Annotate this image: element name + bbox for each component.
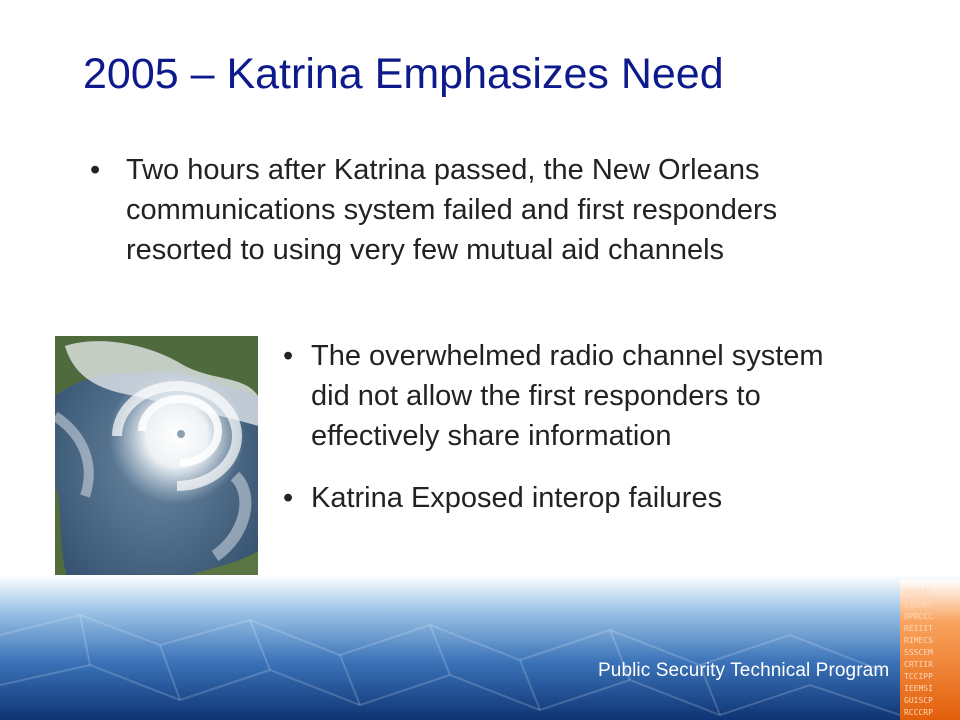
pattern-row: TCCIPP <box>904 672 933 681</box>
bullet-dot: • <box>283 482 294 514</box>
bullet-text: Two hours after Katrina passed, the New Orleans communications system failed and first responders resorted to using very few mutual aid channels <box>126 154 778 266</box>
pattern-row: SIEMEP <box>904 600 933 609</box>
bullet-dot: • <box>283 340 294 372</box>
pattern-row: RIMECS <box>904 636 933 645</box>
pattern-row: OPCSIT <box>904 588 933 597</box>
pattern-row: SSSCEM <box>904 648 933 657</box>
pattern-row: IEEMSI <box>904 684 933 693</box>
pattern-row: CRTIIR <box>904 660 933 669</box>
sub-bullet-list <box>283 336 863 540</box>
footer-banner <box>0 575 960 720</box>
slide-title: 2005 – Katrina Emphasizes Need <box>83 50 724 98</box>
bullet-text: The overwhelmed radio channel system did not allow the first responders to effectively share information <box>311 340 824 452</box>
letter-pattern-decoration <box>900 580 960 720</box>
pattern-row: OPRCCC <box>904 612 933 621</box>
hurricane-satellite-image <box>55 336 258 586</box>
pattern-row: REIIIT <box>904 624 933 633</box>
pattern-row: GUISCP <box>904 696 933 705</box>
bullet-text: Katrina Exposed interop failures <box>311 482 723 514</box>
bullet-list <box>90 150 850 270</box>
bullet-item <box>90 150 850 270</box>
pattern-row: RCCCRP <box>904 708 933 717</box>
bullet-dot: • <box>90 154 101 186</box>
footer-program-name: Public Security Technical Program <box>598 660 890 681</box>
sub-bullet-item <box>283 478 863 518</box>
sub-bullet-item <box>283 336 863 456</box>
